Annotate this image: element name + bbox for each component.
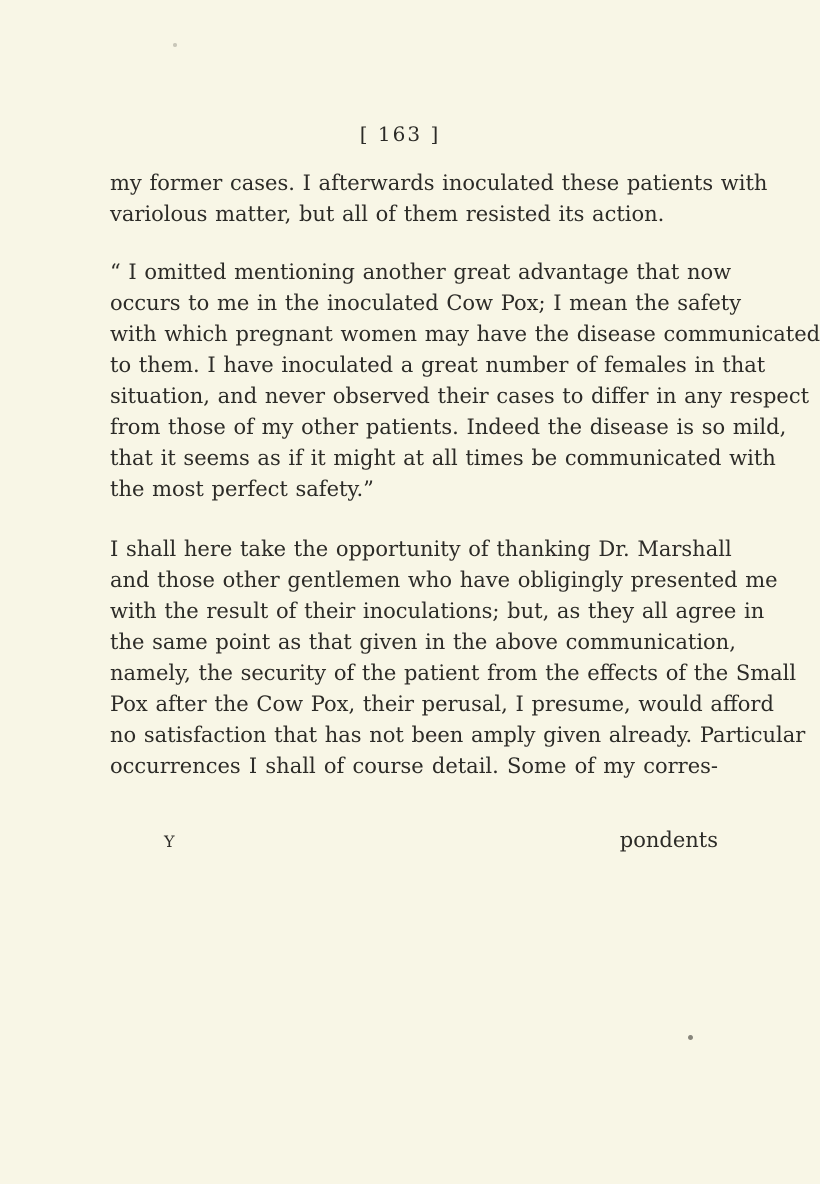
signature-mark: Y — [164, 832, 175, 851]
text-line: with which pregnant women may have the disease communicated — [110, 322, 820, 346]
text-line: Pox after the Cow Pox, their perusal, I presume, would afford — [110, 692, 774, 716]
paper-speck — [688, 1035, 693, 1040]
text-line: and those other gentlemen who have obligingly presented me — [110, 568, 778, 592]
page-number: [ 163 ] — [359, 122, 441, 146]
text-line: occurrences I shall of course detail. Some of my corres- — [110, 754, 718, 778]
text-line: my former cases. I afterwards inoculated these patients with — [110, 171, 768, 195]
text-line: variolous matter, but all of them resisted its action. — [110, 202, 665, 226]
text-line: from those of my other patients. Indeed the disease is so mild, — [110, 415, 787, 439]
text-line: the same point as that given in the above communication, — [110, 630, 736, 654]
text-line: no satisfaction that has not been amply given already. Particular — [110, 723, 806, 747]
text-line: occurs to me in the inoculated Cow Pox; I mean the safety — [110, 291, 742, 315]
paper-speck — [173, 43, 177, 47]
text-line: with the result of their inoculations; but, as they all agree in — [110, 599, 765, 623]
catchword: pondents — [619, 828, 718, 852]
text-line: the most perfect safety.” — [110, 477, 374, 501]
text-line: that it seems as if it might at all times be communicated with — [110, 446, 776, 470]
text-line: situation, and never observed their cases to differ in any respect — [110, 384, 810, 408]
text-line: “ I omitted mentioning another great advantage that now — [110, 260, 732, 284]
text-line: namely, the security of the patient from the effects of the Small — [110, 661, 797, 685]
text-line: to them. I have inoculated a great number of females in that — [110, 353, 766, 377]
text-line: I shall here take the opportunity of thanking Dr. Marshall — [110, 537, 732, 561]
